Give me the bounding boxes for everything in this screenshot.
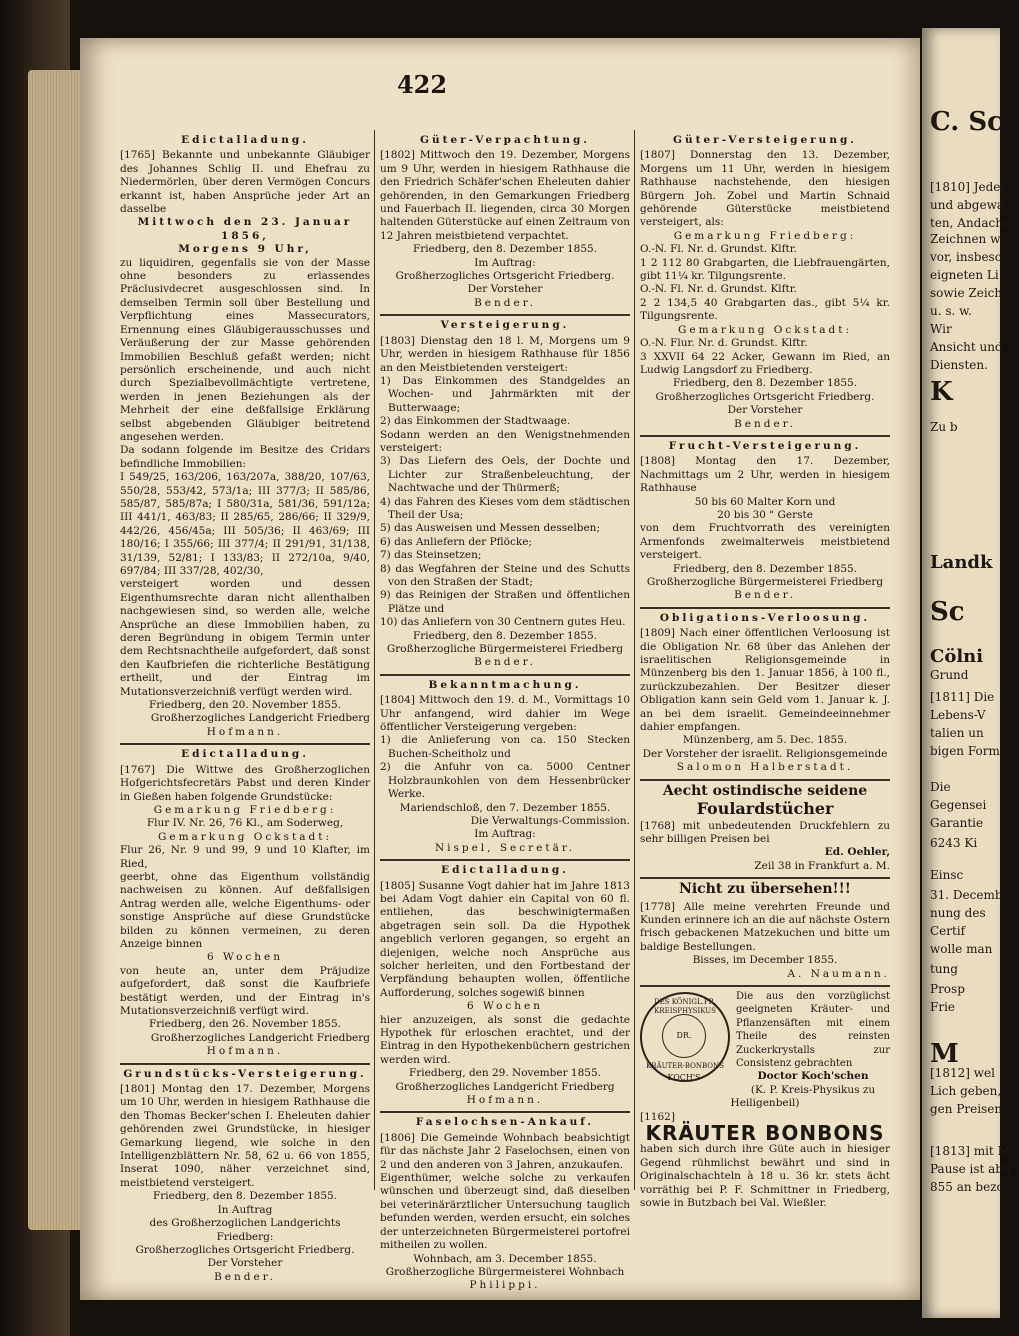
heading: Versteigerung. [440,319,570,332]
column-1 [120,132,370,1284]
signature-name: Bender. [214,1270,276,1283]
signature-authority: Großherzogliches Ortsgericht Friedberg. [655,390,875,403]
facing-page-text: Lebens-V [930,708,986,722]
facing-page-text: Grund [930,668,969,682]
signature-date: Friedberg, den 8. Dezember 1855. [152,1190,338,1203]
notice-text: [1808] Montag den 17. Dezember, Nachmittags um 2 Uhr, werden in hiesigem Rathhause [640,455,890,495]
facing-page-text: Einsc [930,868,964,882]
notice-text: Flur 26, Nr. 9 und 99, 9 und 10 Klafter, im Ried, [120,844,370,870]
ad-headline: Foulardstücher [696,799,834,819]
facing-page-text: Sc [930,597,965,627]
subheading: Gemarkung Ockstadt: [678,323,852,336]
notice-text: hier anzuzeigen, als sonst die gedachte Hypothek für erloschen erachtet, und der Eintrag in den Hypothekenbüchern gestrichen werden wird. [380,1013,630,1066]
ad-text: haben sich durch ihre Güte auch in hiesiger Gegend rühmlichst bewährt und sind in Originalschachteln à 18 u. 36 kr. stets ächt vorräthig bei P. F. Schmittner in Friedberg, sowie in Butzbach bei Val. Wießler. [640,1143,890,1210]
notice-text: [1801] Montag den 17. Dezember, Morgens um 10 Uhr, werden in hiesigem Rathhause die den Thomas Becker'schen I. Eheleuten dahier gehörenden zwei Grundstücke, in hiesiger Gemarkung liegend, wie solche in den Intelligenzblättern Nr. 58, 62 u. 66 von 1855, Inserat 1090, näher verzeichnet sind, meistbietend versteigert. [120,1083,370,1189]
deadline: 6 Wochen [466,1000,544,1013]
seal-bottom-text: KRÄUTER-BONBONS [646,1061,724,1070]
ad-headline: KRÄUTER BONBONS [645,1121,885,1146]
ad-headline: Aecht ostindische seidene [662,782,868,799]
facing-page-text: Zu b [930,420,958,434]
signature-line: Der Vorsteher [207,1257,283,1270]
facing-page-text: eigneten Li [930,268,999,282]
list-item: 2) das Einkommen der Stadtwaage. [380,415,571,428]
signature-date: Friedberg, den 29. November 1855. [409,1067,601,1080]
signature-authority: Großherzogliches Landgericht Friedberg [150,1031,370,1044]
signature-date: Münzenberg, am 5. Dec. 1855. [682,734,848,747]
facing-page-text: 855 an bezoge [930,1180,1019,1194]
facing-page-text: und abgewa [930,198,1004,212]
column-2 [380,132,630,1293]
table-header: O.-N. Fl. Nr. d. Grundst. Klftr. [640,283,797,296]
heading: Edictalladung. [441,864,569,877]
signature-date: Friedberg, den 26. November 1855. [149,1018,341,1031]
facing-page-text: Diensten. [930,358,988,372]
page-edges [28,70,83,1230]
facing-page-text: Wir [930,322,952,336]
heading: Grundstücks-Versteigerung. [123,1067,367,1080]
notice-text: versteigert worden und dessen Eigenthumsrechte daran nicht allenthalben nachgewiesen sind, so werden alle, welche Ansprüche an diese Immobilien haben, zu deren Begründung in obigem Termin unter dem Rechtsnachtheile aufgefordert, daß sonst den Kaufbriefen die richterliche Bestätigung ertheilt, und der Eintrag im Mutationsverzeichniß verfügt werden wird. [120,578,370,698]
ad-signature: Bisses, im December 1855. [692,954,838,967]
signature-name: Hofmann. [206,1045,284,1058]
facing-page-text: sowie Zeich [930,286,1003,300]
ad-id: [1162] [640,1110,675,1123]
signature-date: Friedberg, den 8. Dezember 1855. [412,629,598,642]
signature-authority: Großherzogliches Ortsgericht Friedberg. [395,270,615,283]
notice-text: Sodann werden an den Wenigstnehmenden versteigert: [380,428,630,454]
signature-name: Bender. [734,417,796,430]
signature-authority: Der Vorsteher der israelit. Religionsgemeinde [642,747,888,760]
signature-date: Wohnbach, am 3. December 1855. [413,1252,597,1265]
column-divider [374,130,375,1190]
facing-page-text: Garantie [930,816,984,830]
deadline: 6 Wochen [206,951,284,964]
heading: Güter-Verpachtung. [420,134,590,146]
heading: Frucht-Versteigerung. [668,439,862,452]
parcel-list: I 549/25, 163/206, 163/207a, 388/20, 107/63, 550/28, 553/42, 573/1a; III 377/3; II 585/86, 585/87, 585/87a; I 580/31a, 581/36, 591/12a; III 441/1, 463/83; II 285/65, 286/66; II 329/9, 442/26, 456/45a; III 505/36; II 463/69; III 180/16; I 355/66; III 377/4; II 291/91, 31/138, 31/139, 52/81; I 133/83; II 272/10a, 9/40, 697/84; III 337/28, 402/30, [120,471,370,577]
subheading: Gemarkung Friedberg: [153,803,337,816]
notice-text: [1802] Mittwoch den 19. Dezember, Morgens um 9 Uhr, werden in hiesigem Rathhause die den Friedrich Schäfer'schen Eheleuten dahier gehörenden, in den Gemarkungen Friedberg und Fauerbach II. liegenden, circa 30 Morgen haltenden Güterstücke auf einen Zeitraum von 12 Jahren meistbietend verpachtet. [380,149,630,242]
notice-text: von heute an, unter dem Präjudize aufgefordert, daß sonst die Kaufbriefe bestätigt werden, und der Eintrag in's Mutationsverzeichniß verfügt wird. [120,964,370,1017]
facing-page-text: M [930,1039,959,1069]
ad-text: (K. P. Kreis-Physikus zu Heiligenbeil) [730,1083,876,1110]
list-item: 1) Das Einkommen des Standgeldes an Wochen- und Jahrmärkten mit der Butterwaage; [380,374,630,414]
table-row: 3 XXVII 64 22 Acker, Gewann im Ried, an Ludwig Langsdorf zu Friedberg. [640,350,890,376]
separator [640,607,890,609]
facing-page-text: C. Sc [930,107,1003,137]
table-header: O.-N. Flur. Nr. d. Grundst. Klftr. [640,337,808,350]
facing-page-text: Zeichnen w [930,232,1001,246]
list-item: 5) das Ausweisen und Messen desselben; [380,522,600,535]
signature-line: Der Vorsteher [727,404,803,417]
facing-page-text: Cölni [930,646,984,667]
facing-page-text: [1810] Jedet [930,180,1006,194]
heading: Bekanntmachung. [428,678,582,691]
table-row: 1 2 112 80 Grabgarten, die Liebfrauengärten, gibt 11¼ kr. Tilgungsrente. [640,256,890,283]
facing-page-text: Die [930,780,951,794]
facing-page-text: K [930,377,953,407]
notice-text: [1767] Die Wittwe des Großherzoglichen Hofgerichtsfecretärs Pabst und deren Kinder in Gießen haben folgende Grundstücke: [120,763,370,803]
signature-name: Hofmann. [206,725,284,738]
separator [640,779,890,781]
signature-name: Hofmann. [466,1094,544,1107]
facing-page [922,28,1019,1318]
ad-headline: Nicht zu übersehen!!! [679,881,851,898]
table-row: 2 2 134,5 40 Grabgarten das., gibt 5¼ kr. Tilgungsrente. [640,296,890,323]
facing-page-text: Certif [930,924,966,938]
signature-authority: Großherzogliche Bürgermeisterei Friedberg [646,576,884,588]
ad-text: [1778] Alle meine verehrten Freunde und Kunden erinnere ich an die auf nächste Ostern frisch gebackenen Matzekuchen und bitte um baldige Bestellungen. [640,900,890,953]
signature-line: In Auftrag [217,1203,273,1216]
notice-text: 50 bis 60 Malter Korn und [694,495,836,508]
signature-authority: Großherzogliche Bürgermeisterei Wohnbach [385,1265,625,1278]
signature-line: des Großherzoglichen Landgerichts Friedberg: [149,1217,341,1243]
signature-name: Philippi. [469,1279,541,1292]
table-header: O.-N. Fl. Nr. d. Grundst. Klftr. [640,243,797,256]
signature-line: Der Vorsteher [467,283,543,296]
signature-name: Nispel, Secretär. [434,841,576,854]
seal-logo [640,992,730,1082]
date-line: Morgens 9 Uhr, [178,243,312,256]
notice-text: [1803] Dienstag den 18 l. M, Morgens um 9 Uhr, werden in hiesigem Rathhause für 1856 an den Meistbietenden versteigert: [380,334,630,374]
facing-page-text: talien un [930,726,984,740]
notice-text: Flur IV. Nr. 26, 76 Kl., am Soderweg, [146,817,344,830]
column-3 [640,132,890,1210]
heading: Edictalladung. [181,748,309,761]
signature-line: Im Auftrag: [474,828,536,841]
facing-page-text: 6243 Ki [930,836,978,850]
heading: Obligations-Verloosung. [659,611,871,624]
signature-authority: Großherzogliches Ortsgericht Friedberg. [135,1243,355,1256]
list-item: 10) das Anliefern von 30 Centnern gutes Heu. [380,616,626,629]
heading: Edictalladung. [181,134,309,146]
column-divider [634,130,635,1190]
facing-page-text: [1813] mit M [930,1144,1010,1158]
facing-page-text: [1812] wel [930,1066,995,1080]
list-item: 4) das Fahren des Kieses vom dem städtischen Theil der Usa; [380,495,630,521]
list-item: 6) das Anliefern der Pflöcke; [380,535,532,548]
notice-text: Da sodann folgende im Besitze des Cridars befindliche Immobilien: [120,444,370,470]
separator [640,435,890,437]
facing-page-text: Frie [930,1000,956,1014]
ad-signature: Ed. Oehler, [824,846,890,859]
signature-name: Salomon Halberstadt. [676,761,854,774]
facing-page-text: Landk [930,552,993,573]
facing-page-text: 31. Decemb [930,888,1003,902]
separator [640,985,890,987]
ad-signature: Zeil 38 in Frankfurt a. M. [754,859,890,872]
facing-page-text: Ansicht und [930,340,1003,354]
ad-signature: A. Naumann. [787,967,890,980]
facing-page-text: wolle man [930,942,993,956]
seal-rim-text: DES KÖNIGL.PR. KREISPHYSIKUS [653,997,717,1015]
signature-authority: Die Verwaltungs-Commission. [470,814,630,827]
heading: Faselochsen-Ankauf. [415,1116,595,1129]
ad-name: Doctor Koch'schen [757,1070,869,1083]
signature-authority: Großherzogliche Bürgermeisterei Friedberg [386,643,624,656]
facing-page-text: nung des [930,906,986,920]
signature-date: Friedberg, den 20. November 1855. [149,699,341,712]
signature-date: Mariendschloß, den 7. Dezember 1855. [399,801,611,814]
ad-text: [1768] mit unbedeutenden Druckfehlern zu sehr billigen Preisen bei [640,819,890,845]
signature-date: Friedberg, den 8. Dezember 1855. [412,243,598,256]
notice-text: [1804] Mittwoch den 19. d. M., Vormittags 10 Uhr anfangend, wird dahier im Wege öffentlicher Versteigerung vergeben: [380,694,630,734]
facing-page-text: [1811] Die [930,690,995,704]
facing-page-text: Gegensei [930,798,987,812]
notice-text: Eigenthümer, welche solche zu verkaufen wünschen und überzeugt sind, daß dieselben bei veterinärärztlicher Untersuchung tauglich befunden werden, werden ersucht, ein solches der unterzeichneten Bürgermeisterei portofrei mitheilen zu wollen. [380,1172,630,1252]
facing-page-text: Pause ist abh [930,1162,1011,1176]
facing-page-text: u. s. w. [930,304,972,318]
separator [380,674,630,676]
facing-page-text: vor, insbeso [930,250,1002,264]
facing-page-text: gen Preisen [930,1102,1003,1116]
signature-authority: Großherzogliches Landgericht Friedberg [395,1080,615,1093]
facing-page-text: Lich geben, [930,1084,1002,1098]
list-item: 3) Das Liefern des Oels, der Dochte und Lichter zur Straßenbeleuchtung, der Nachtwache und der Thürmerß; [380,455,630,495]
page-number: 422 [396,70,448,99]
separator [120,743,370,745]
notice-text: 20 bis 30 " Gerste [717,508,813,521]
separator [380,314,630,316]
facing-page-text: Prosp [930,982,965,996]
notice-text: [1805] Susanne Vogt dahier hat im Jahre 1813 bei Adam Vogt dahier ein Capital von 60 fl. entliehen, das beschwinigtermaßen abgetragen sein soll. Da die Hypothek angeblich verloren gegangen, so ergeht an diejenigen, welche noch Ansprüche aus solcher herleiten, und den Fortbestand der Verpfändung behaupten wollen, öffentliche Aufforderung, solches sogewiß binnen [380,879,630,999]
signature-line: Im Auftrag: [474,256,536,269]
signature-name: Bender. [474,296,536,309]
heading: Güter-Versteigerung. [673,134,857,146]
notice-text: zu liquidiren, gegenfalls sie von der Masse ohne besonders zu erlassendes Präclusivdecret ausgeschlossen sind. In demselben Termin soll über Bestellung und Verpflichtung eines Massecurators, Ernennung eines Gläubigerausschusses und Veräußerung der zur Masse gehörenden Immobilien Beschluß gefaßt werden; nicht persönlich erscheinende, und auch nicht durch Spezialbevollmächtigte vertretene, werden in jenen Beziehungen als der Mehrheit der eine deßfallsige Erklärung selbst abgebenden Gläubiger beitretend angesehen werden. [120,256,370,443]
facing-page-text: ten, Andacht [930,216,1008,230]
signature-date: Friedberg, den 8. Dezember 1855. [672,377,858,390]
facing-page-text: bigen Form [930,744,1000,758]
notice-text: [1765] Bekannte und unbekannte Gläubiger des Johannes Schlig II. und Ehefrau zu Niedermörlen, über deren Vermögen Concurs erkannt ist, haben Ansprüche jeder Art an dasselbe [120,149,370,216]
seal-center-text: DR. KOCH'S [662,1014,706,1058]
separator [640,877,890,879]
list-item: 2) die Anfuhr von ca. 5000 Centner Holzbraunkohlen von dem Hessenbrücker Werke. [380,761,630,801]
signature-name: Bender. [734,589,796,602]
notice-text: [1809] Nach einer öffentlichen Verloosung ist die Obligation Nr. 68 über das Anlehen der israelitischen Religionsgemeinde in Münzenberg bis den 1. Januar 1856, à 100 fl., zurückzubezahlen. Der Besitzer dieser Obligation kann sein Geld vom 1. Januar k. J. an bei dem israelit. Gemeindeeinnehmer dahier empfangen. [640,627,890,734]
signature-name: Bender. [474,656,536,669]
subheading: Gemarkung Friedberg: [673,229,857,242]
notice-text: von dem Fruchtvorrath des vereinigten Armenfonds zweimalterweis meistbietend versteigert. [640,522,890,562]
list-item: 7) das Steinsetzen; [380,549,482,562]
date-line: Mittwoch den 23. Januar 1856, [137,216,353,242]
notice-text: geerbt, ohne das Eigenthum vollständig nachweisen zu können. Auf deßfallsigen Antrag werden alle, welche Eigenthums- oder sonstige Ansprüche auf diese Grundstücke bilden zu können vermeinen, zu deren Anzeige binnen [120,870,370,950]
subheading: Gemarkung Ockstadt: [158,830,332,843]
notice-text: [1807] Donnerstag den 13. Dezember, Morgens um 11 Uhr, werden in hiesigem Rathhause nachstehende, den hiesigen Bürgern Joh. Zobel und Martin Schnaid gehörende Güterstücke meistbietend versteigert, als: [640,149,890,229]
separator [380,859,630,861]
signature-date: Friedberg, den 8. Dezember 1855. [672,562,858,575]
ad-text: Die aus den vorzüglichst geeigneten Kräuter- und Pflanzensäften mit einem Theile des reinsten Zuckerkrystalls zur Consistenz gebrachten [736,990,890,1069]
list-item: 1) die Anlieferung von ca. 150 Stecken Buchen-Scheitholz und [380,734,630,760]
notice-text: [1806] Die Gemeinde Wohnbach beabsichtigt für das nächste Jahr 2 Faselochsen, einen von 2 und den anderen von 3 Jahren, anzukaufen. [380,1131,630,1171]
signature-authority: Großherzogliches Landgericht Friedberg [150,712,370,725]
list-item: 9) das Reinigen der Straßen und öffentlichen Plätze und [380,589,630,615]
separator [120,1063,370,1065]
facing-page-text: tung [930,962,958,976]
separator [380,1111,630,1113]
list-item: 8) das Wegfahren der Steine und des Schutts von den Straßen der Stadt; [380,562,630,588]
